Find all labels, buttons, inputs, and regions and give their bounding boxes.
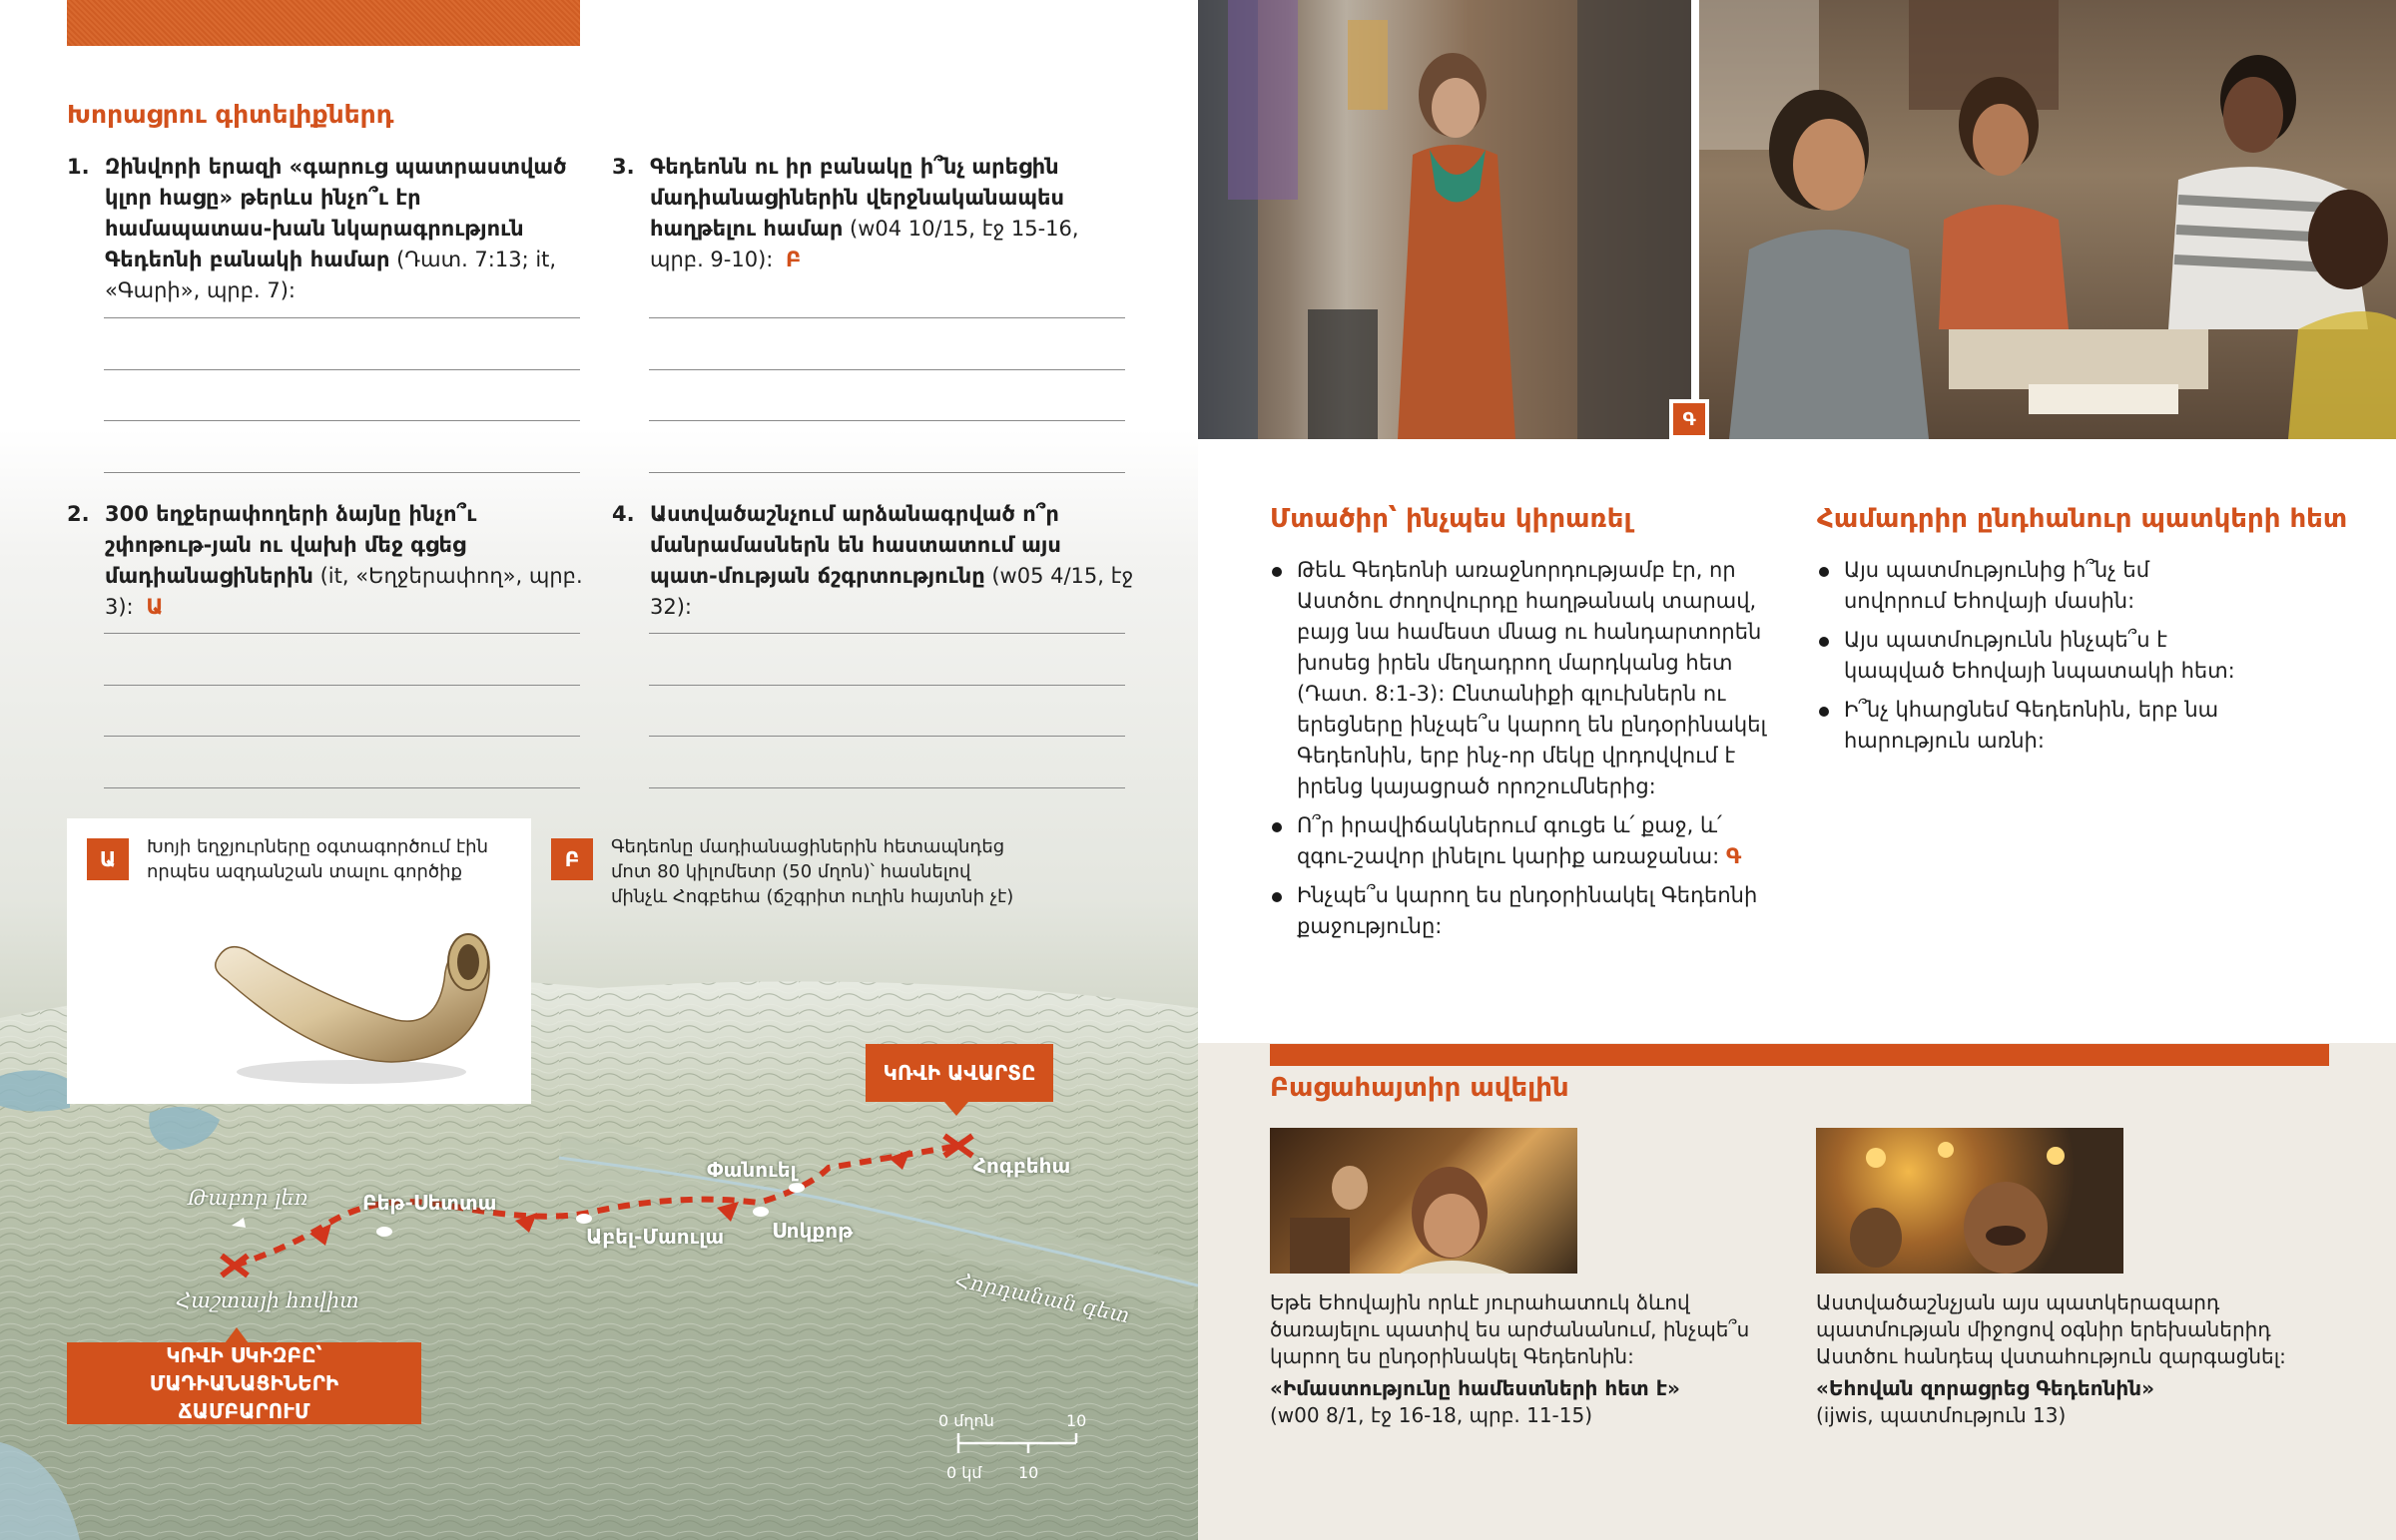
image-tag: Բ — [786, 248, 802, 271]
apply-item: Ո՞ր իրավիճակներում գուցե և՛ քաջ, և՛ զգու-շավոր լինելու կարիք առաջանա: Գ — [1270, 810, 1769, 872]
question-text: 300 եղջերափողերի ձայնը ինչո՞ւ շփոթութ-յան ու վախի մեջ գցեց մադիանացիներին — [105, 502, 477, 588]
question-text: Զինվորի երազի «գարուց պատրաստված կլոր հացը» թերևս ինչո՞ւ էր համապատաս-խան նկարագրություն Գեդեոնի բանակի համար — [105, 155, 567, 271]
question-number: 1. — [67, 155, 90, 179]
question-text: Գեդեոնն ու իր բանակը ի՞նչ արեցին մադիանացիներին վերջնականապես հաղթելու համար — [650, 155, 1064, 241]
question-reference: (Դատ. 7:13; it, «Գարի», պրբ. 7): — [105, 248, 557, 302]
question-reference: (w04 10/15, էջ 15-16, պրբ. 9-10): — [650, 217, 1079, 271]
explore-more-bar — [1270, 1044, 2329, 1066]
image-tag: Ա — [146, 595, 164, 619]
resource-ref-2: (ijwis, պատմություն 13) — [1816, 1403, 2067, 1427]
battle-start-label: ԿՌՎԻ ՍԿԻԶԲԸ՝ ՄԱԴԻԱՆԱՑԻՆԵՐԻ ՃԱՄԲԱՐՈՒՄ — [67, 1342, 421, 1424]
classroom-illustration — [1699, 0, 2396, 439]
question-number: 4. — [612, 502, 635, 526]
apply-heading: Մտածիր՝ ինչպես կիրառել — [1270, 504, 1632, 534]
map-label-jordan-river: Հորդանան գետ — [953, 1268, 1132, 1328]
caption-text: Գեդեոնը մադիանացիներին հետապնդեց մոտ 80 կիլոմետր (50 մղոն)՝ հասնելով մինչև Հոգբեհա (ճշգրիտ ուղին հայտնի չէ) — [611, 836, 1014, 907]
section-title: Խորացրու գիտելիքներդ — [67, 100, 394, 129]
resource-ref-1: (w00 8/1, էջ 16-18, պրբ. 11-15) — [1270, 1403, 1593, 1427]
resource-illustration-1 — [1270, 1128, 1577, 1274]
resource-link-1[interactable]: «Իմաստությունը համեստների հետ է» — [1270, 1376, 1680, 1400]
apply-item: Թեև Գեդեոնի առաջնորդությամբ էր, որ Աստծու ժողովուրդը հաղթանակ տարավ, բայց նա համեստ մնաց ու հանդարտորեն խոսեց իրեն մեղադրող մարդկանց հետ (Դատ. 8:1-3): Ընտանիքի գլուխներն ու երեցները ինչպե՞ս կարող են ընդօրինակել Գեդեոնին, երբ ինչ-որ մեկը վրդովվում է իրենց կայացրած որոշումներից: — [1270, 555, 1769, 802]
classroom-photo — [1699, 0, 2396, 439]
map-label-succoth: Սոկքոթ — [772, 1219, 854, 1243]
question-number: 3. — [612, 155, 635, 179]
big-picture-item: Այս պատմությունն ինչպե՞ս է կապված Եհովայի նպատակի հետ: — [1817, 625, 2236, 687]
battle-end-label-pointer — [944, 1102, 968, 1116]
photo-divider — [1691, 0, 1699, 439]
question-number: 2. — [67, 502, 90, 526]
battle-end-label: ԿՌՎԻ ԱՎԱՐՏԸ — [866, 1044, 1053, 1102]
hallway-photo — [1198, 0, 1691, 439]
resource-text-1: Եթե Եհովային որևէ յուրահատուկ ձևով ծառայելու պատիվ ես արժանանում, ինչպե՞ս կարող ես ընդօրինակել Գեդեոնին: — [1270, 1290, 1750, 1368]
big-picture-list — [1817, 555, 2236, 765]
photo-badge: Գ — [1669, 399, 1709, 439]
big-picture-item: Այս պատմությունից ի՞նչ եմ սովորում Եհովայի մասին: — [1817, 555, 2236, 617]
big-picture-item: Ի՞նչ կհարցնեմ Գեդեոնին, երբ նա հարություն առնի: — [1817, 695, 2236, 757]
question-reference: (w05 4/15, էջ 32): — [650, 564, 1134, 619]
big-picture-heading: Համադրիր ընդհանուր պատկերի հետ — [1817, 504, 2348, 534]
scale-km-label: 0 կմ — [946, 1463, 982, 1482]
caption-badge: Ա — [87, 838, 129, 880]
image-tag: Գ — [1725, 844, 1742, 868]
apply-item: Ինչպե՞ս կարող ես ընդօրինակել Գեդեոնի քաջությունը: — [1270, 880, 1769, 942]
resource-illustration-2 — [1816, 1128, 2123, 1274]
map-label-penuel: Փանուել — [707, 1158, 797, 1182]
map-label-beth-shittah: Բեթ-Սետտա — [362, 1191, 497, 1215]
right-page — [1198, 0, 2396, 1540]
map-label-mount-tabor: Թաբոր լեռ — [188, 1186, 308, 1210]
resource-link-2[interactable]: «Եհովան զորացրեց Գեդեոնին» — [1816, 1376, 2155, 1400]
caption-badge: Բ — [551, 838, 593, 880]
question-reference: (it, «Եղջերափող», պրբ. 3): — [105, 564, 583, 619]
scale-miles-label: 0 մղոն — [938, 1411, 994, 1430]
scale-km-end: 10 — [1018, 1463, 1039, 1482]
resource-image-2[interactable] — [1816, 1128, 2123, 1274]
resource-image-1[interactable] — [1270, 1128, 1577, 1274]
resource-text-2: Աստվածաշնչյան այս պատկերազարդ պատմության միջոցով օգնիր երեխաներիդ Աստծու հանդեպ վստահություն զարգացնել: — [1816, 1290, 2286, 1368]
question-text: Աստվածաշնչում արձանագրված ո՞ր մանրամասներն են հաստատում այս պատ-մության ճշգրտությունը — [650, 502, 1061, 588]
scale-miles-end: 10 — [1066, 1411, 1087, 1430]
hallway-illustration — [1198, 0, 1691, 439]
map-label-jogbehah: Հոգբեհա — [973, 1154, 1071, 1178]
caption-text: Խոյի եղջյուրները օգտագործում էին որպես ազդանշան տալու գործիք — [147, 836, 488, 882]
explore-more-heading: Բացահայտիր ավելին — [1270, 1073, 1569, 1103]
map-label-abel-meholah: Աբել-Մաուլա — [586, 1225, 725, 1249]
map-label-valley: Հաշտայի հովիտ — [176, 1288, 359, 1312]
apply-list — [1270, 555, 1769, 950]
